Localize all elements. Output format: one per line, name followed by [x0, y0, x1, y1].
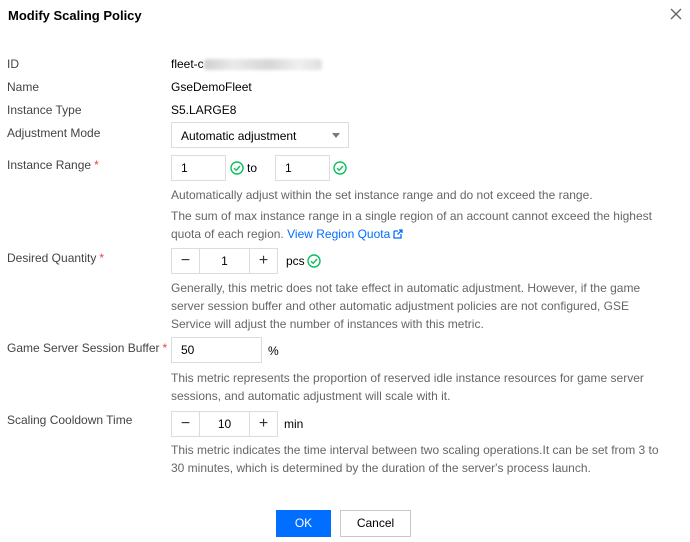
redacted-blur — [204, 59, 322, 70]
session-buffer-input[interactable] — [171, 337, 262, 363]
id-value — [171, 57, 322, 71]
view-region-quota-link-text: View Region Quota — [287, 227, 391, 241]
check-circle-icon — [230, 161, 244, 175]
session-buffer-help: This metric represents the proportion of reserved idle instance resources for game server sessions, and automatic adjustment will scale with it. — [171, 371, 644, 403]
adjustment-mode-select[interactable] — [171, 122, 349, 148]
instance-range-help: Automatically adjust within the set instance range and do not exceed the range. — [171, 188, 593, 202]
name-value: GseDemoFleet — [171, 80, 252, 94]
check-circle-icon — [307, 254, 321, 268]
name-label: Name — [7, 80, 40, 94]
decrement-button[interactable]: − — [172, 249, 200, 273]
cooldown-value[interactable]: 10 — [217, 417, 232, 431]
session-buffer-label — [7, 341, 167, 355]
chevron-down-icon — [332, 133, 340, 138]
adjustment-mode-value: Automatic adjustment — [181, 129, 297, 143]
instance-type-label: Instance Type — [7, 103, 82, 117]
desired-quantity-value[interactable]: 1 — [221, 254, 228, 268]
close-icon[interactable] — [669, 7, 683, 21]
id-value-text: fleet-c — [171, 57, 204, 71]
decrement-button[interactable]: − — [172, 412, 200, 436]
check-circle-icon — [333, 161, 347, 175]
quota-help-text: The sum of max instance range in a single region of an account cannot exceed the highest quota of each region. — [171, 209, 652, 241]
required-mark: * — [99, 251, 105, 265]
ok-button[interactable]: OK — [276, 510, 331, 537]
desired-quantity-label — [7, 251, 104, 265]
cooldown-label: Scaling Cooldown Time — [7, 413, 133, 427]
required-mark: * — [94, 158, 99, 172]
increment-button[interactable]: + — [249, 412, 277, 436]
id-label: ID — [7, 57, 19, 71]
increment-button[interactable]: + — [249, 249, 277, 273]
desired-quantity-stepper — [171, 248, 278, 274]
dialog-title: Modify Scaling Policy — [8, 8, 142, 23]
instance-range-quota-help — [171, 207, 656, 243]
session-buffer-unit: % — [268, 344, 279, 358]
instance-range-max-input[interactable] — [275, 155, 330, 181]
external-link-icon — [393, 229, 403, 239]
required-mark: * — [162, 341, 168, 355]
instance-range-min-input[interactable] — [171, 155, 226, 181]
view-region-quota-link[interactable] — [287, 227, 403, 241]
cancel-button[interactable]: Cancel — [340, 510, 411, 537]
cooldown-stepper — [171, 411, 278, 437]
desired-quantity-help: Generally, this metric does not take effect in automatic adjustment. However, if the game server session buffer and other automatic adjustment policies are not configured, GSE Service will adjust the number of instances with this metric. — [171, 281, 641, 331]
cooldown-help: This metric indicates the time interval between two scaling operations.It can be set from 3 to 30 minutes, which is determined by the duration of the server's process launch. — [171, 443, 659, 475]
session-buffer-label-text: Game Server Session Buffer — [7, 341, 160, 355]
desired-quantity-label-text: Desired Quantity — [7, 251, 97, 265]
range-to-label: to — [247, 161, 258, 175]
instance-range-label-text: Instance Range — [7, 158, 92, 172]
desired-quantity-unit: pcs — [286, 254, 305, 268]
instance-type-value: S5.LARGE8 — [171, 103, 237, 117]
instance-range-label — [7, 158, 99, 172]
cooldown-unit: min — [284, 417, 304, 431]
adjustment-mode-label: Adjustment Mode — [7, 126, 101, 140]
